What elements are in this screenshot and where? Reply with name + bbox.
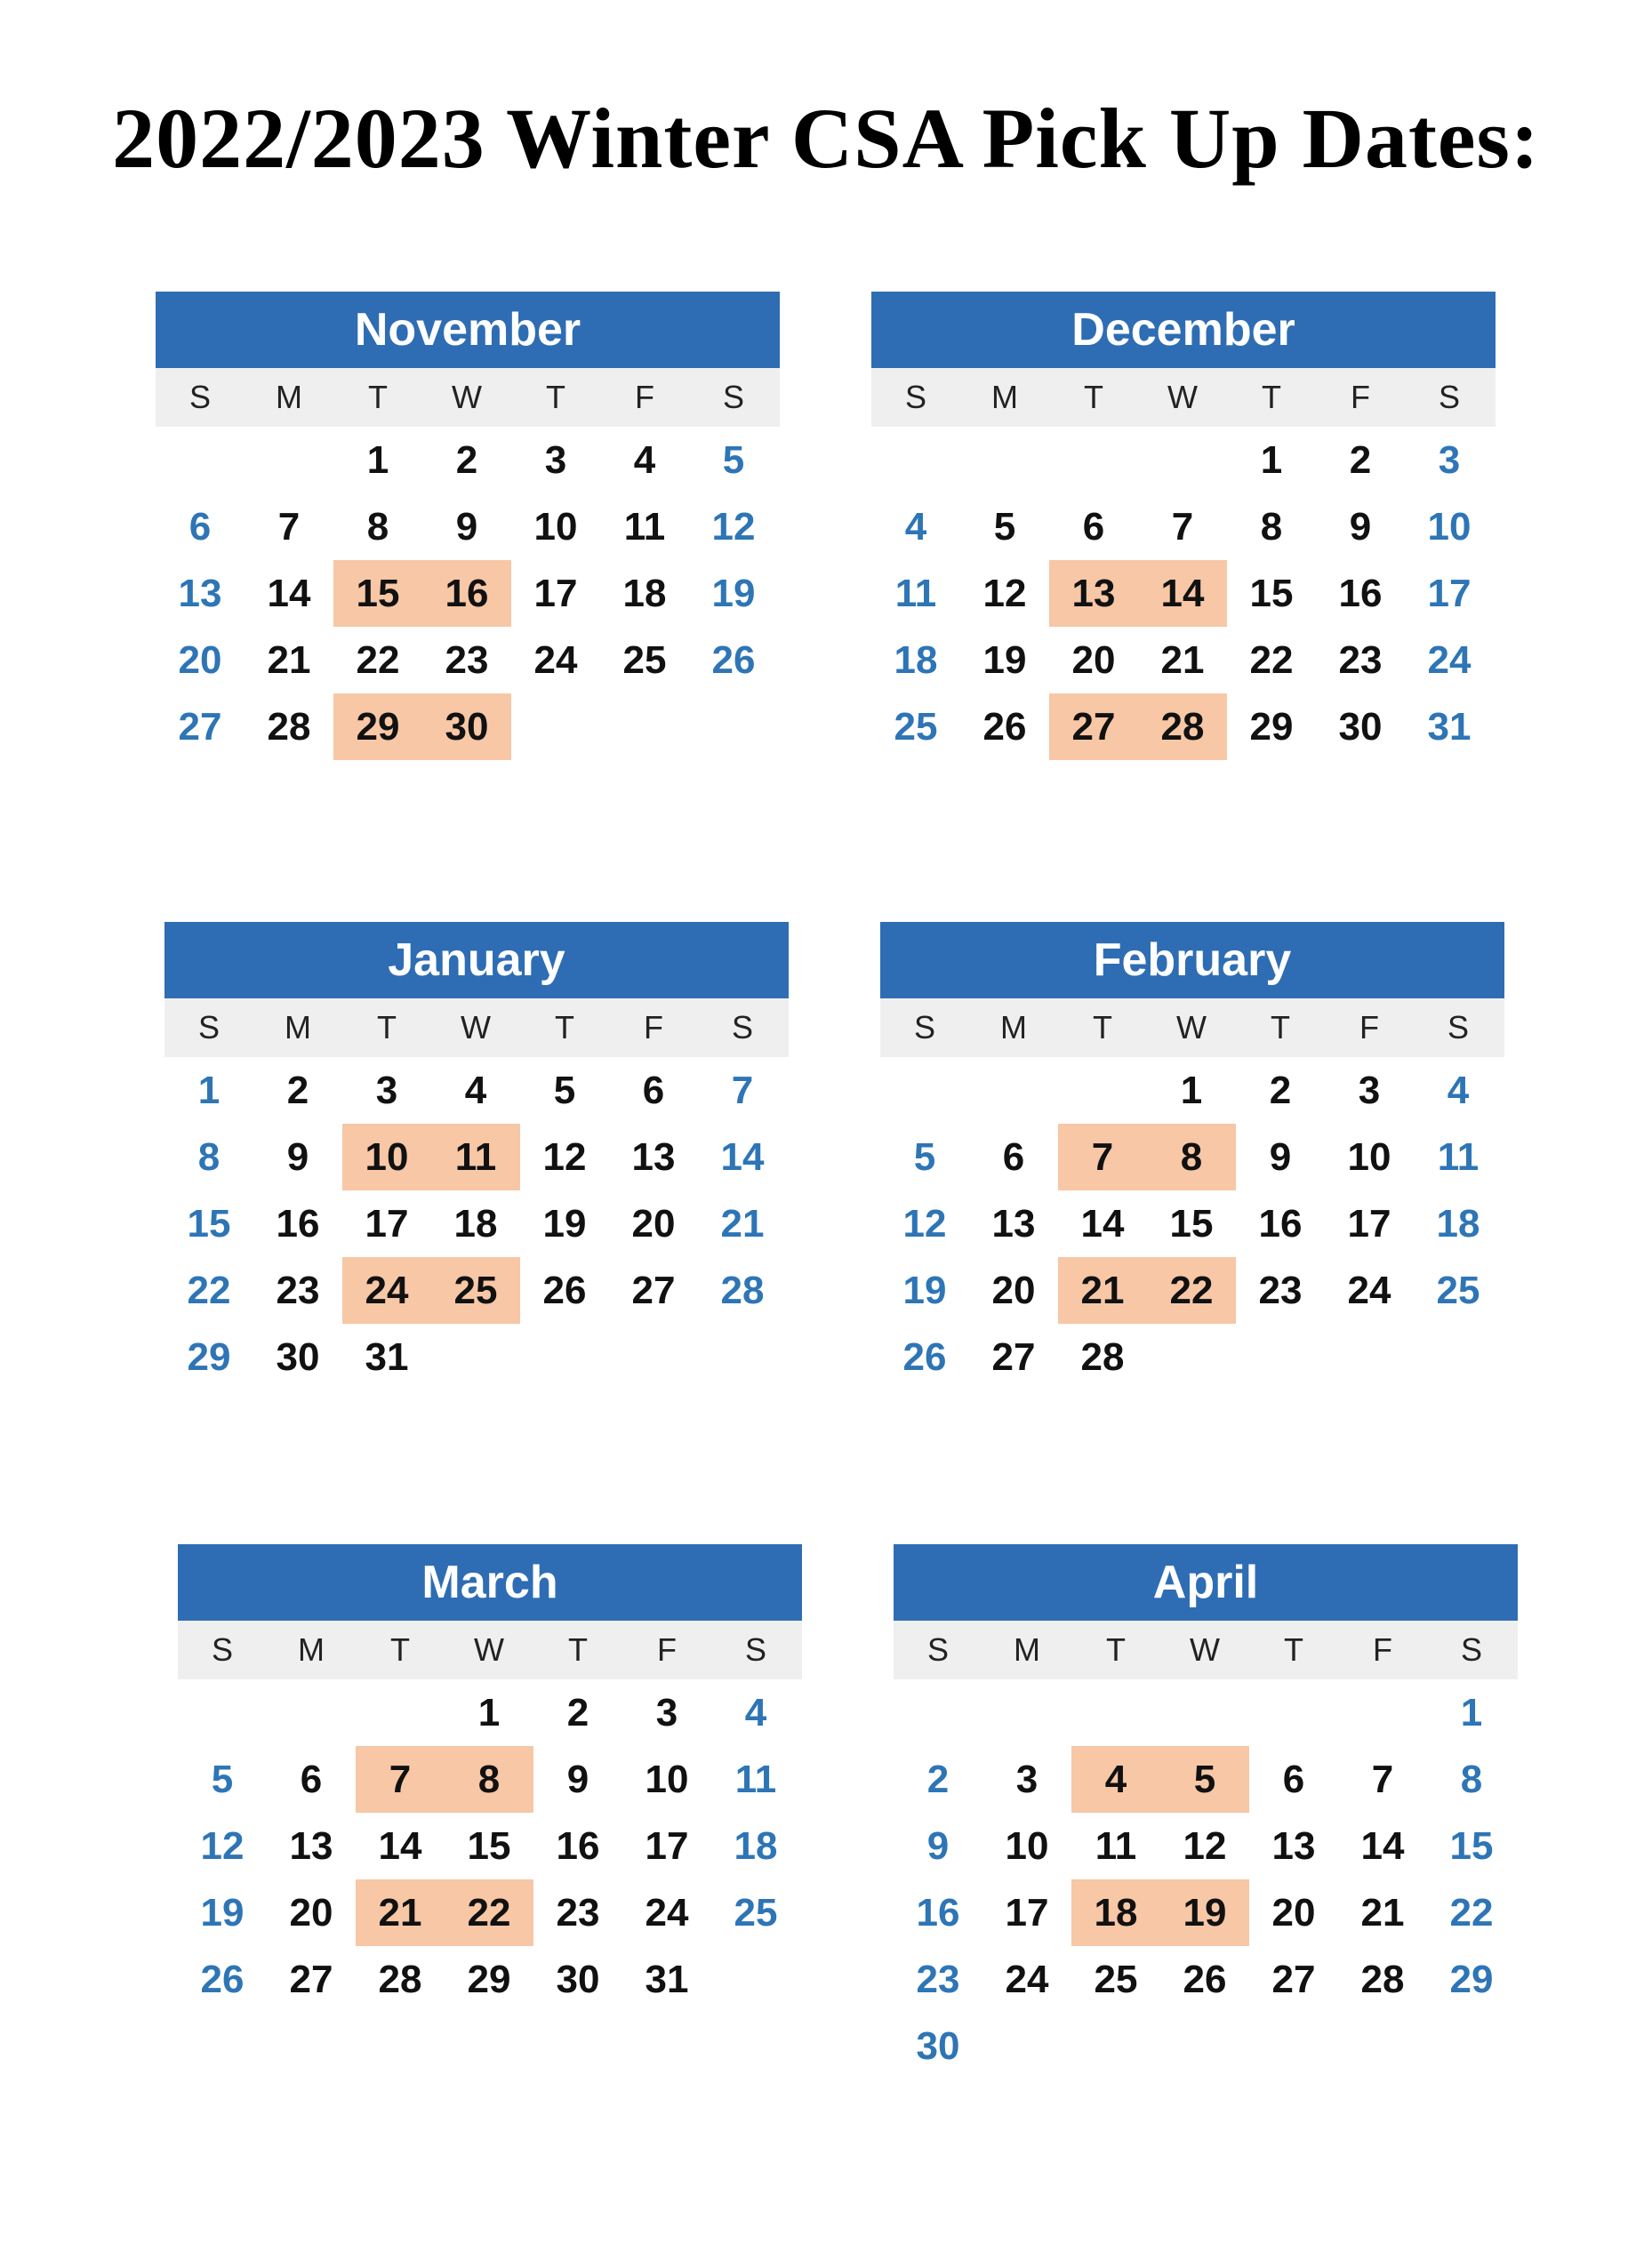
- day-cell: 10: [1005, 1824, 1049, 1868]
- day-cell: 23: [445, 638, 489, 682]
- week-row: [178, 1746, 802, 1813]
- day-grid: [156, 427, 780, 760]
- day-cell: 17: [1347, 1202, 1391, 1246]
- day-cell: 10: [533, 505, 578, 549]
- day-cell: 3: [1438, 438, 1461, 482]
- week-row: [156, 493, 780, 560]
- day-cell: 6: [642, 1069, 665, 1112]
- day-cell: 12: [200, 1824, 245, 1868]
- day-cell: 16: [1258, 1202, 1303, 1246]
- weekday-label: W: [452, 379, 482, 415]
- weekday-row: [871, 368, 1496, 427]
- pickup-date-cell: 18: [1071, 1879, 1160, 1946]
- week-row: [894, 1679, 1518, 1746]
- empty-cell: [982, 1679, 1071, 1746]
- day-cell: 12: [711, 505, 756, 549]
- pickup-date-cell: 22: [1147, 1257, 1236, 1324]
- month-february: [880, 922, 1504, 1390]
- month-header: December: [871, 292, 1496, 368]
- day-cell: 15: [467, 1824, 511, 1868]
- pickup-date-cell: 7: [1058, 1124, 1147, 1190]
- day-cell: 29: [467, 1958, 511, 2001]
- day-cell: 29: [187, 1335, 231, 1379]
- empty-cell: [1071, 1679, 1160, 1746]
- day-cell: 2: [1349, 438, 1372, 482]
- empty-cell: [880, 1057, 969, 1124]
- weekday-label: W: [461, 1009, 491, 1045]
- day-grid: [880, 1057, 1504, 1390]
- day-cell: 1: [477, 1691, 501, 1734]
- day-cell: 25: [622, 638, 667, 682]
- week-row: [894, 1746, 1518, 1813]
- weekday-label: W: [1176, 1009, 1207, 1045]
- day-cell: 25: [1094, 1958, 1138, 2001]
- day-cell: 4: [904, 505, 927, 549]
- day-cell: 1: [366, 438, 389, 482]
- day-cell: 1: [1260, 438, 1283, 482]
- day-cell: 4: [633, 438, 656, 482]
- month-december: [871, 292, 1496, 760]
- day-cell: 13: [991, 1202, 1036, 1246]
- week-row: [894, 1879, 1518, 1946]
- day-cell: 7: [731, 1069, 754, 1112]
- empty-cell: [1049, 427, 1138, 493]
- day-cell: 12: [982, 572, 1027, 615]
- weekday-label: T: [390, 1631, 410, 1668]
- weekday-label: S: [1447, 1009, 1469, 1045]
- day-cell: 8: [197, 1135, 221, 1179]
- pickup-date-cell: 8: [1147, 1124, 1236, 1190]
- day-cell: 23: [1258, 1269, 1303, 1312]
- day-cell: 26: [542, 1269, 587, 1312]
- day-cell: 29: [1449, 1958, 1494, 2001]
- month-april: [894, 1544, 1518, 2079]
- week-row: [164, 1257, 789, 1324]
- empty-cell: [1338, 1679, 1427, 1746]
- week-row: [871, 560, 1496, 627]
- day-cell: 9: [1269, 1135, 1292, 1179]
- day-cell: 15: [1169, 1202, 1214, 1246]
- day-cell: 11: [623, 505, 666, 549]
- day-cell: 16: [276, 1202, 320, 1246]
- weekday-label: T: [1262, 379, 1281, 415]
- week-row: [894, 1946, 1518, 2013]
- weekday-row: [156, 368, 780, 427]
- day-cell: 17: [365, 1202, 409, 1246]
- weekday-label: T: [368, 379, 388, 415]
- day-cell: 18: [453, 1202, 498, 1246]
- weekday-row: [164, 998, 789, 1057]
- day-cell: 25: [734, 1891, 778, 1935]
- weekday-label: S: [197, 1009, 220, 1045]
- day-cell: 9: [566, 1758, 589, 1801]
- day-cell: 14: [267, 572, 311, 615]
- empty-cell: [1138, 427, 1227, 493]
- day-cell: 10: [1347, 1135, 1391, 1179]
- weekday-label: M: [991, 379, 1018, 415]
- weekday-label: W: [1190, 1631, 1220, 1668]
- day-cell: 13: [1271, 1824, 1316, 1868]
- day-cell: 28: [378, 1958, 422, 2001]
- day-cell: 6: [1082, 505, 1105, 549]
- day-cell: 11: [734, 1758, 777, 1801]
- weekday-label: M: [1014, 1631, 1040, 1668]
- day-cell: 1: [1180, 1069, 1203, 1112]
- pickup-date-cell: 30: [422, 693, 511, 760]
- week-row: [164, 1057, 789, 1124]
- day-cell: 2: [566, 1691, 589, 1734]
- day-cell: 14: [1360, 1824, 1405, 1868]
- day-cell: 14: [378, 1824, 422, 1868]
- day-cell: 6: [300, 1758, 323, 1801]
- day-cell: 26: [982, 705, 1027, 749]
- pickup-date-cell: 5: [1160, 1746, 1249, 1813]
- weekday-label: S: [926, 1631, 949, 1668]
- day-cell: 18: [894, 638, 938, 682]
- week-row: [156, 560, 780, 627]
- month-march: [178, 1544, 802, 2013]
- day-cell: 3: [544, 438, 567, 482]
- weekday-label: T: [377, 1009, 397, 1045]
- day-cell: 28: [720, 1269, 765, 1312]
- weekday-label: F: [657, 1631, 677, 1668]
- day-cell: 3: [1015, 1758, 1039, 1801]
- empty-cell: [178, 1679, 267, 1746]
- day-cell: 8: [366, 505, 389, 549]
- week-row: [178, 1946, 802, 2013]
- pickup-date-cell: 21: [1058, 1257, 1147, 1324]
- day-cell: 4: [1447, 1069, 1470, 1112]
- pickup-date-cell: 21: [356, 1879, 445, 1946]
- weekday-label: S: [731, 1009, 753, 1045]
- empty-cell: [156, 427, 245, 493]
- pickup-date-cell: 4: [1071, 1746, 1160, 1813]
- day-cell: 27: [178, 705, 222, 749]
- day-cell: 19: [902, 1269, 947, 1312]
- day-cell: 6: [1002, 1135, 1025, 1179]
- month-november: [156, 292, 780, 760]
- day-cell: 13: [178, 572, 222, 615]
- day-cell: 19: [542, 1202, 587, 1246]
- month-header: January: [164, 922, 789, 998]
- day-cell: 9: [1349, 505, 1372, 549]
- day-cell: 12: [1183, 1824, 1227, 1868]
- empty-cell: [894, 1679, 982, 1746]
- day-cell: 20: [1271, 1891, 1316, 1935]
- weekday-label: W: [474, 1631, 504, 1668]
- day-cell: 30: [916, 2024, 960, 2068]
- pickup-date-cell: 13: [1049, 560, 1138, 627]
- day-cell: 24: [1347, 1269, 1391, 1312]
- day-grid: [164, 1057, 789, 1390]
- pickup-date-cell: 11: [431, 1124, 520, 1190]
- weekday-label: T: [546, 379, 565, 415]
- day-cell: 6: [1282, 1758, 1305, 1801]
- pickup-date-cell: 15: [333, 560, 422, 627]
- weekday-row: [880, 998, 1504, 1057]
- day-cell: 13: [289, 1824, 333, 1868]
- day-cell: 12: [902, 1202, 947, 1246]
- empty-cell: [1160, 1679, 1249, 1746]
- week-row: [880, 1057, 1504, 1124]
- day-cell: 2: [1269, 1069, 1292, 1112]
- weekday-label: T: [1271, 1009, 1290, 1045]
- day-cell: 16: [1338, 572, 1383, 615]
- day-cell: 28: [267, 705, 311, 749]
- day-cell: 26: [200, 1958, 245, 2001]
- day-cell: 7: [1171, 505, 1194, 549]
- day-cell: 10: [645, 1758, 689, 1801]
- weekday-label: F: [635, 379, 654, 415]
- weekday-label: M: [276, 379, 302, 415]
- day-cell: 7: [277, 505, 301, 549]
- pickup-date-cell: 16: [422, 560, 511, 627]
- day-cell: 30: [276, 1335, 320, 1379]
- day-cell: 22: [1249, 638, 1294, 682]
- day-cell: 12: [542, 1135, 587, 1179]
- pickup-date-cell: 14: [1138, 560, 1227, 627]
- weekday-label: S: [188, 379, 211, 415]
- day-cell: 20: [289, 1891, 333, 1935]
- pickup-date-cell: 27: [1049, 693, 1138, 760]
- weekday-label: M: [1000, 1009, 1027, 1045]
- day-cell: 28: [1360, 1958, 1405, 2001]
- day-cell: 18: [622, 572, 667, 615]
- day-cell: 17: [533, 572, 578, 615]
- weekday-label: F: [1351, 379, 1370, 415]
- weekday-label: M: [298, 1631, 325, 1668]
- day-cell: 22: [1449, 1891, 1494, 1935]
- day-cell: 20: [631, 1202, 676, 1246]
- day-cell: 1: [1460, 1691, 1483, 1734]
- day-cell: 1: [197, 1069, 221, 1112]
- pickup-date-cell: 8: [445, 1746, 533, 1813]
- pickup-date-cell: 29: [333, 693, 422, 760]
- day-cell: 25: [1436, 1269, 1480, 1312]
- day-grid: [871, 427, 1496, 760]
- day-cell: 3: [655, 1691, 678, 1734]
- month-header: March: [178, 1544, 802, 1621]
- day-cell: 31: [1427, 705, 1472, 749]
- week-row: [894, 2013, 1518, 2079]
- day-cell: 7: [1371, 1758, 1394, 1801]
- weekday-label: S: [913, 1009, 935, 1045]
- day-cell: 21: [267, 638, 311, 682]
- day-cell: 15: [1249, 572, 1294, 615]
- day-cell: 16: [556, 1824, 600, 1868]
- day-cell: 24: [645, 1891, 689, 1935]
- day-cell: 5: [553, 1069, 576, 1112]
- pickup-date-cell: 22: [445, 1879, 533, 1946]
- day-cell: 23: [556, 1891, 600, 1935]
- day-cell: 23: [276, 1269, 320, 1312]
- week-row: [880, 1124, 1504, 1190]
- empty-cell: [969, 1057, 1058, 1124]
- day-cell: 2: [286, 1069, 309, 1112]
- empty-cell: [356, 1679, 445, 1746]
- weekday-row: [178, 1621, 802, 1679]
- empty-cell: [1249, 1679, 1338, 1746]
- week-row: [164, 1190, 789, 1257]
- day-cell: 13: [631, 1135, 676, 1179]
- day-cell: 14: [720, 1135, 765, 1179]
- day-cell: 8: [1460, 1758, 1483, 1801]
- pickup-date-cell: 28: [1138, 693, 1227, 760]
- day-cell: 4: [464, 1069, 487, 1112]
- week-row: [880, 1257, 1504, 1324]
- day-cell: 18: [1436, 1202, 1480, 1246]
- day-cell: 23: [916, 1958, 960, 2001]
- day-cell: 19: [982, 638, 1027, 682]
- weekday-row: [894, 1621, 1518, 1679]
- week-row: [156, 627, 780, 693]
- day-cell: 15: [1449, 1824, 1494, 1868]
- week-row: [871, 493, 1496, 560]
- day-cell: 17: [645, 1824, 689, 1868]
- day-grid: [178, 1679, 802, 2013]
- day-cell: 19: [200, 1891, 245, 1935]
- day-cell: 2: [455, 438, 478, 482]
- week-row: [871, 427, 1496, 493]
- week-row: [871, 693, 1496, 760]
- day-cell: 5: [211, 1758, 234, 1801]
- weekday-label: T: [568, 1631, 588, 1668]
- day-cell: 22: [187, 1269, 231, 1312]
- day-cell: 16: [916, 1891, 960, 1935]
- weekday-label: S: [1438, 379, 1460, 415]
- day-cell: 27: [631, 1269, 676, 1312]
- week-row: [164, 1124, 789, 1190]
- day-cell: 24: [1005, 1958, 1049, 2001]
- pickup-date-cell: 25: [431, 1257, 520, 1324]
- day-cell: 20: [1071, 638, 1116, 682]
- week-row: [156, 693, 780, 760]
- month-header: April: [894, 1544, 1518, 1621]
- weekday-label: W: [1167, 379, 1198, 415]
- day-grid: [894, 1679, 1518, 2079]
- day-cell: 30: [556, 1958, 600, 2001]
- week-row: [178, 1879, 802, 1946]
- day-cell: 25: [894, 705, 938, 749]
- week-row: [880, 1324, 1504, 1390]
- day-cell: 27: [991, 1335, 1036, 1379]
- day-cell: 21: [1160, 638, 1205, 682]
- day-cell: 24: [1427, 638, 1472, 682]
- weekday-label: F: [1359, 1009, 1379, 1045]
- pickup-date-cell: 10: [342, 1124, 431, 1190]
- week-row: [178, 1679, 802, 1746]
- pickup-date-cell: 19: [1160, 1879, 1249, 1946]
- weekday-label: F: [1373, 1631, 1392, 1668]
- weekday-label: M: [285, 1009, 311, 1045]
- week-row: [880, 1190, 1504, 1257]
- empty-cell: [1058, 1057, 1147, 1124]
- day-cell: 3: [375, 1069, 398, 1112]
- day-cell: 19: [711, 572, 756, 615]
- day-cell: 3: [1358, 1069, 1381, 1112]
- weekday-label: F: [644, 1009, 663, 1045]
- weekday-label: T: [1084, 379, 1103, 415]
- day-cell: 9: [286, 1135, 309, 1179]
- day-cell: 31: [645, 1958, 689, 2001]
- weekday-label: S: [744, 1631, 766, 1668]
- weekday-label: S: [1460, 1631, 1482, 1668]
- day-cell: 31: [365, 1335, 409, 1379]
- week-row: [178, 1813, 802, 1879]
- weekday-label: T: [555, 1009, 574, 1045]
- day-cell: 5: [722, 438, 745, 482]
- empty-cell: [267, 1679, 356, 1746]
- day-cell: 21: [720, 1202, 765, 1246]
- day-cell: 2: [926, 1758, 950, 1801]
- week-row: [871, 627, 1496, 693]
- day-cell: 20: [991, 1269, 1036, 1312]
- day-cell: 28: [1080, 1335, 1125, 1379]
- day-cell: 4: [744, 1691, 767, 1734]
- week-row: [164, 1324, 789, 1390]
- day-cell: 5: [913, 1135, 936, 1179]
- day-cell: 21: [1360, 1891, 1405, 1935]
- pickup-date-cell: 24: [342, 1257, 431, 1324]
- day-cell: 20: [178, 638, 222, 682]
- day-cell: 17: [1427, 572, 1472, 615]
- weekday-label: T: [1284, 1631, 1303, 1668]
- day-cell: 8: [1260, 505, 1283, 549]
- day-cell: 15: [187, 1202, 231, 1246]
- empty-cell: [960, 427, 1049, 493]
- day-cell: 11: [1095, 1824, 1137, 1868]
- day-cell: 17: [1005, 1891, 1049, 1935]
- day-cell: 23: [1338, 638, 1383, 682]
- day-cell: 27: [289, 1958, 333, 2001]
- day-cell: 26: [1183, 1958, 1227, 2001]
- weekday-label: S: [904, 379, 926, 415]
- day-cell: 26: [902, 1335, 947, 1379]
- weekday-label: T: [1106, 1631, 1126, 1668]
- day-cell: 22: [356, 638, 400, 682]
- day-cell: 27: [1271, 1958, 1316, 2001]
- day-cell: 18: [734, 1824, 778, 1868]
- month-header: February: [880, 922, 1504, 998]
- month-header: November: [156, 292, 780, 368]
- page-title: 2022/2023 Winter CSA Pick Up Dates:: [112, 91, 1540, 186]
- weekday-label: T: [1093, 1009, 1112, 1045]
- week-row: [894, 1813, 1518, 1879]
- day-cell: 24: [533, 638, 578, 682]
- day-cell: 11: [894, 572, 937, 615]
- day-cell: 9: [926, 1824, 950, 1868]
- day-cell: 6: [188, 505, 212, 549]
- weekday-label: S: [722, 379, 744, 415]
- day-cell: 14: [1080, 1202, 1125, 1246]
- day-cell: 29: [1249, 705, 1294, 749]
- day-cell: 5: [993, 505, 1016, 549]
- empty-cell: [245, 427, 333, 493]
- empty-cell: [871, 427, 960, 493]
- day-cell: 10: [1427, 505, 1472, 549]
- day-cell: 30: [1338, 705, 1383, 749]
- pickup-date-cell: 7: [356, 1746, 445, 1813]
- month-january: [164, 922, 789, 1390]
- day-cell: 26: [711, 638, 756, 682]
- weekday-label: S: [211, 1631, 233, 1668]
- week-row: [156, 427, 780, 493]
- day-cell: 11: [1437, 1135, 1480, 1179]
- day-cell: 9: [455, 505, 478, 549]
